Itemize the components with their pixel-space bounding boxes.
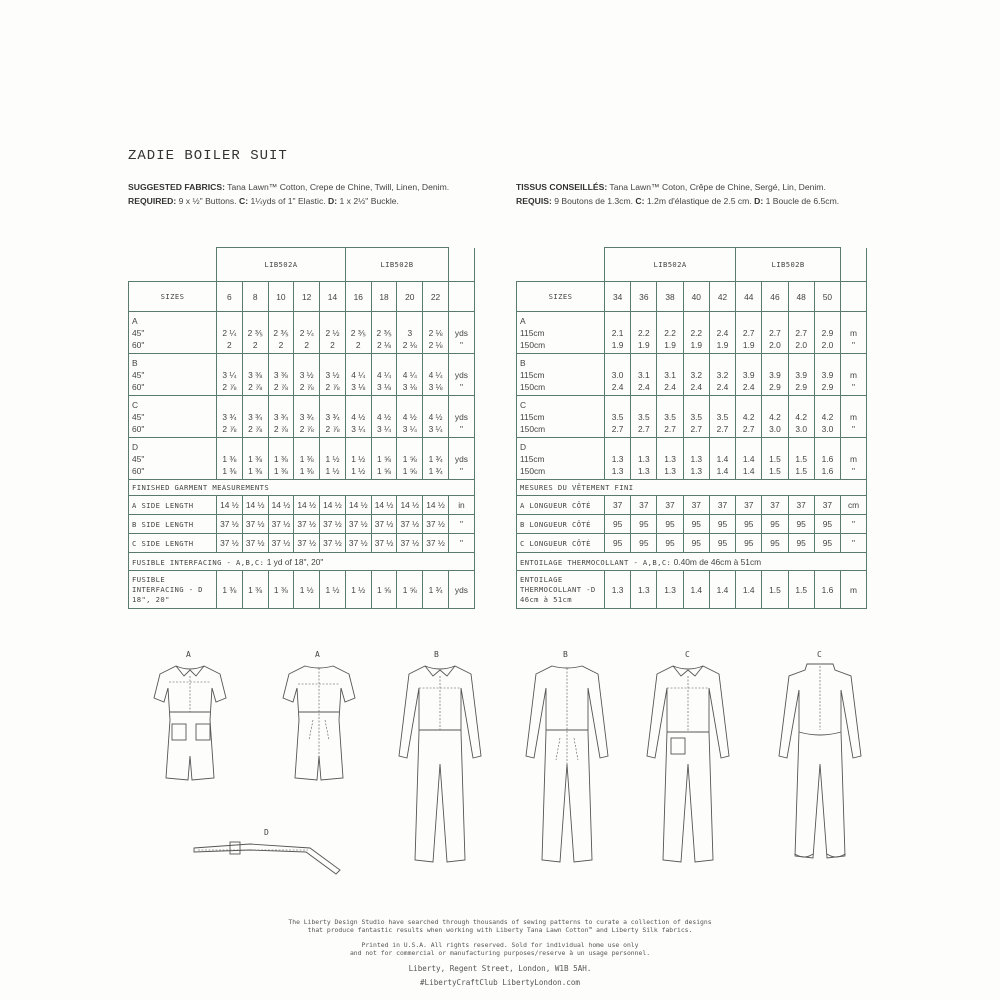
yardage-cell: 3.2 2.4 bbox=[683, 354, 709, 396]
yardage-cell: 4.2 2.7 bbox=[736, 396, 762, 438]
yardage-cell: 1.5 1.5 bbox=[762, 438, 788, 480]
yardage-cell: 2 ¼ 2 bbox=[294, 312, 320, 354]
measurement-cell: 95 bbox=[683, 515, 709, 534]
yardage-cell: 4.2 3.0 bbox=[814, 396, 840, 438]
group-header-a: LIB502A bbox=[217, 248, 346, 282]
size-header: 44 bbox=[736, 282, 762, 312]
measurement-cell: 37 ½ bbox=[217, 515, 243, 534]
yardage-cell: 2.2 1.9 bbox=[631, 312, 657, 354]
unit-cell: m " bbox=[841, 438, 867, 480]
yardage-cell: 4 ¼ 3 ⅛ bbox=[423, 354, 449, 396]
interfacing-d-cell: 1 ½ bbox=[345, 571, 371, 609]
yardage-cell: 1 ¾ 1 ¾ bbox=[423, 438, 449, 480]
sizes-label: SIZES bbox=[129, 282, 217, 312]
size-header: 16 bbox=[345, 282, 371, 312]
interfacing-d-cell: 1.6 bbox=[814, 571, 840, 609]
measurement-cell: 37 ½ bbox=[423, 534, 449, 553]
view-fabric-widths: A 115cm 150cm bbox=[517, 312, 605, 354]
interfacing-d-cell: 1.3 bbox=[657, 571, 683, 609]
yardage-cell: 2.7 2.0 bbox=[788, 312, 814, 354]
yardage-cell: 3.9 2.9 bbox=[762, 354, 788, 396]
measurement-cell: 95 bbox=[631, 534, 657, 553]
interfacing-d-label: ENTOILAGE THERMOCOLLANT -D 46cm à 51cm bbox=[517, 571, 605, 609]
measurement-cell: 37 ½ bbox=[345, 534, 371, 553]
measurement-cell: 95 bbox=[814, 515, 840, 534]
yardage-cell: 3 ⅜ 2 ⅞ bbox=[242, 354, 268, 396]
yardage-cell: 4 ¼ 3 ⅛ bbox=[345, 354, 371, 396]
view-c-back-illustration bbox=[775, 660, 865, 870]
measurement-cell: 37 bbox=[683, 496, 709, 515]
interfacing-d-cell: 1 ⅝ bbox=[371, 571, 397, 609]
measurement-cell: 37 bbox=[736, 496, 762, 515]
measurement-cell: 37 bbox=[605, 496, 631, 515]
measurement-cell: 37 ½ bbox=[397, 534, 423, 553]
footer-line-2: that produce fantastic results when working with Liberty Tana Lawn Cotton™ and Liberty Silk fabrics. bbox=[307, 926, 693, 935]
view-label-a-back: A bbox=[315, 650, 320, 659]
yardage-cell: 3.1 2.4 bbox=[657, 354, 683, 396]
yardage-cell: 2 ½ 2 bbox=[320, 312, 346, 354]
yardage-cell: 4 ½ 3 ¼ bbox=[397, 396, 423, 438]
interfacing-d-cell: 1.3 bbox=[631, 571, 657, 609]
size-header: 6 bbox=[217, 282, 243, 312]
size-header: 42 bbox=[709, 282, 735, 312]
footer-line-3: Printed in U.S.A. All rights reserved. Sold for individual home use only bbox=[361, 940, 639, 949]
view-c-front-illustration bbox=[643, 660, 733, 870]
unit-cell: " bbox=[448, 534, 474, 553]
measurement-cell: 14 ½ bbox=[217, 496, 243, 515]
unit-cell: yds " bbox=[448, 396, 474, 438]
view-a-front-illustration bbox=[150, 660, 230, 790]
view-label-b-back: B bbox=[563, 650, 568, 659]
yardage-cell: 1.3 1.3 bbox=[683, 438, 709, 480]
yardage-cell: 3 ½ 2 ⅞ bbox=[294, 354, 320, 396]
measurement-cell: 95 bbox=[709, 534, 735, 553]
size-header: 36 bbox=[631, 282, 657, 312]
yardage-cell: 4 ½ 3 ¼ bbox=[423, 396, 449, 438]
measurement-cell: 37 ½ bbox=[268, 515, 294, 534]
yardage-cell: 1 ⅜ 1 ⅜ bbox=[268, 438, 294, 480]
measurement-cell: 14 ½ bbox=[371, 496, 397, 515]
size-header: 14 bbox=[320, 282, 346, 312]
unit-cell: yds " bbox=[448, 354, 474, 396]
group-header-b: LIB502B bbox=[736, 248, 841, 282]
unit-cell: yds " bbox=[448, 438, 474, 480]
size-header: 48 bbox=[788, 282, 814, 312]
view-label-d-belt: D bbox=[264, 828, 269, 837]
yardage-cell: 1.4 1.4 bbox=[736, 438, 762, 480]
measurement-cell: 37 ½ bbox=[320, 534, 346, 553]
measurement-cell: 37 bbox=[709, 496, 735, 515]
interfacing-d-cell: 1.5 bbox=[788, 571, 814, 609]
size-header: 18 bbox=[371, 282, 397, 312]
view-d-belt-illustration bbox=[190, 836, 350, 886]
yardage-cell: 3 ¼ 2 ⅞ bbox=[217, 354, 243, 396]
yardage-cell: 3.5 2.7 bbox=[657, 396, 683, 438]
measurement-cell: 37 bbox=[788, 496, 814, 515]
measurement-cell: 37 ½ bbox=[242, 534, 268, 553]
yardage-cell: 2 ⅗ 2 ⅛ bbox=[371, 312, 397, 354]
yardage-cell: 1 ⅜ 1 ⅜ bbox=[294, 438, 320, 480]
size-header: 22 bbox=[423, 282, 449, 312]
yardage-cell: 3.5 2.7 bbox=[683, 396, 709, 438]
unit-cell: yds " bbox=[448, 312, 474, 354]
yardage-cell: 4.2 3.0 bbox=[788, 396, 814, 438]
measurement-cell: 37 bbox=[657, 496, 683, 515]
yardage-cell: 2 ⅗ 2 bbox=[345, 312, 371, 354]
yardage-cell: 1 ⅜ 1 ⅜ bbox=[242, 438, 268, 480]
measurement-cell: 95 bbox=[631, 515, 657, 534]
unit-cell: in bbox=[448, 496, 474, 515]
measurement-cell: 95 bbox=[788, 534, 814, 553]
french-requirements bbox=[516, 181, 839, 208]
measurement-cell: 37 ½ bbox=[371, 515, 397, 534]
view-b-front-illustration bbox=[395, 660, 485, 870]
footer-social: #LibertyCraftClub LibertyLondon.com bbox=[419, 978, 580, 987]
view-fabric-widths: B 45" 60" bbox=[129, 354, 217, 396]
size-header: 38 bbox=[657, 282, 683, 312]
yardage-cell: 1.6 1.6 bbox=[814, 438, 840, 480]
yardage-cell: 1.5 1.5 bbox=[788, 438, 814, 480]
yardage-cell: 1 ⅜ 1 ⅜ bbox=[217, 438, 243, 480]
measurement-cell: 14 ½ bbox=[397, 496, 423, 515]
yardage-cell: 3 ¾ 2 ⅞ bbox=[320, 396, 346, 438]
view-a-back-illustration bbox=[279, 660, 359, 790]
measurement-label: C LONGUEUR CÔTÉ bbox=[517, 534, 605, 553]
yardage-cell: 2.9 2.0 bbox=[814, 312, 840, 354]
yardage-cell: 1.3 1.3 bbox=[631, 438, 657, 480]
measurement-cell: 14 ½ bbox=[345, 496, 371, 515]
group-header-a: LIB502A bbox=[605, 248, 736, 282]
yardage-cell: 2.1 1.9 bbox=[605, 312, 631, 354]
measurement-cell: 37 ½ bbox=[294, 534, 320, 553]
unit-cell: m " bbox=[841, 312, 867, 354]
yardage-cell: 2.7 2.0 bbox=[762, 312, 788, 354]
yardage-cell: 3.0 2.4 bbox=[605, 354, 631, 396]
yardage-cell: 1.3 1.3 bbox=[657, 438, 683, 480]
measurement-label: B SIDE LENGTH bbox=[129, 515, 217, 534]
view-label-c-back: C bbox=[817, 650, 822, 659]
yardage-cell: 3 ¾ 2 ⅞ bbox=[242, 396, 268, 438]
yardage-cell: 1.3 1.3 bbox=[605, 438, 631, 480]
fr-required-line: REQUIS: 9 Boutons de 1.3cm. C: 1.2m d'élastique de 2.5 cm. D: 1 Boucle de 6.5cm. bbox=[516, 195, 840, 206]
group-header-b: LIB502B bbox=[345, 248, 448, 282]
yardage-cell: 2 ¼ 2 bbox=[217, 312, 243, 354]
yardage-cell: 4 ¼ 3 ⅛ bbox=[371, 354, 397, 396]
view-fabric-widths: D 45" 60" bbox=[129, 438, 217, 480]
metric-yardage-table bbox=[516, 247, 867, 609]
view-b-back-illustration bbox=[522, 660, 612, 870]
sizes-label: SIZES bbox=[517, 282, 605, 312]
interfacing-d-cell: 1.5 bbox=[762, 571, 788, 609]
measurement-cell: 14 ½ bbox=[268, 496, 294, 515]
interfacing-d-cell: 1 ½ bbox=[294, 571, 320, 609]
en-fabrics-line: SUGGESTED FABRICS: Tana Lawn™ Cotton, Crepe de Chine, Twill, Linen, Denim. bbox=[128, 182, 450, 192]
yardage-cell: 3 ⅜ 2 ⅞ bbox=[268, 354, 294, 396]
yardage-cell: 3 ¾ 2 ⅞ bbox=[268, 396, 294, 438]
yardage-cell: 4 ¼ 3 ⅛ bbox=[397, 354, 423, 396]
measurement-label: B LONGUEUR CÔTÉ bbox=[517, 515, 605, 534]
measurement-label: A LONGUEUR CÔTÉ bbox=[517, 496, 605, 515]
interfacing-d-cell: 1 ⅝ bbox=[397, 571, 423, 609]
en-required-line: REQUIRED: 9 x ½" Buttons. C: 1¼yds of 1" Elastic. D: 1 x 2½" Buckle. bbox=[128, 195, 399, 206]
measurement-cell: 37 bbox=[631, 496, 657, 515]
interfacing-d-cell: 1 ⅜ bbox=[217, 571, 243, 609]
size-header: 12 bbox=[294, 282, 320, 312]
yardage-cell: 3 ½ 2 ⅞ bbox=[320, 354, 346, 396]
interfacing-d-cell: 1 ⅜ bbox=[242, 571, 268, 609]
yardage-cell: 3.5 2.7 bbox=[631, 396, 657, 438]
interfacing-abc-row: FUSIBLE INTERFACING - A,B,C: 1 yd of 18", 20" bbox=[129, 553, 475, 571]
size-header: 46 bbox=[762, 282, 788, 312]
measurement-cell: 37 bbox=[814, 496, 840, 515]
yardage-cell: 3.5 2.7 bbox=[605, 396, 631, 438]
measurement-cell: 95 bbox=[605, 534, 631, 553]
measurement-cell: 14 ½ bbox=[423, 496, 449, 515]
measurement-cell: 37 ½ bbox=[268, 534, 294, 553]
unit-cell: " bbox=[841, 534, 867, 553]
interfacing-d-cell: 1.3 bbox=[605, 571, 631, 609]
yardage-cell: 2.2 1.9 bbox=[657, 312, 683, 354]
yardage-cell: 1 ½ 1 ½ bbox=[320, 438, 346, 480]
measurement-cell: 14 ½ bbox=[242, 496, 268, 515]
interfacing-d-cell: 1.4 bbox=[683, 571, 709, 609]
size-header: 10 bbox=[268, 282, 294, 312]
yardage-cell: 3 ¾ 2 ⅞ bbox=[294, 396, 320, 438]
measurement-cell: 37 ½ bbox=[294, 515, 320, 534]
yardage-cell: 2 ⅛ 2 ⅛ bbox=[423, 312, 449, 354]
measurement-cell: 37 bbox=[762, 496, 788, 515]
measurement-cell: 95 bbox=[736, 534, 762, 553]
yardage-cell: 4 ½ 3 ¼ bbox=[371, 396, 397, 438]
view-fabric-widths: B 115cm 150cm bbox=[517, 354, 605, 396]
unit-cell: m " bbox=[841, 396, 867, 438]
unit-cell: m bbox=[841, 571, 867, 609]
measurement-cell: 37 ½ bbox=[371, 534, 397, 553]
interfacing-abc-row: ENTOILAGE THERMOCOLLANT - A,B,C: 0.40m de 46cm à 51cm bbox=[517, 553, 867, 571]
size-header: 8 bbox=[242, 282, 268, 312]
yardage-cell: 4.2 3.0 bbox=[762, 396, 788, 438]
interfacing-d-cell: 1 ⅜ bbox=[268, 571, 294, 609]
size-header: 40 bbox=[683, 282, 709, 312]
measurement-cell: 95 bbox=[762, 534, 788, 553]
yardage-cell: 3.5 2.7 bbox=[709, 396, 735, 438]
english-requirements bbox=[128, 181, 449, 208]
measurement-cell: 95 bbox=[657, 515, 683, 534]
interfacing-d-label: FUSIBLE INTERFACING - D 18", 20" bbox=[129, 571, 217, 609]
measurement-cell: 95 bbox=[788, 515, 814, 534]
fr-fabrics-line: TISSUS CONSEILLÉS: Tana Lawn™ Coton, Crêpe de Chine, Sergé, Lin, Denim. bbox=[516, 182, 826, 192]
interfacing-d-cell: 1 ½ bbox=[320, 571, 346, 609]
finished-measurements-heading: MESURES DU VÊTEMENT FINI bbox=[517, 480, 867, 496]
measurement-cell: 37 ½ bbox=[242, 515, 268, 534]
measurement-cell: 95 bbox=[657, 534, 683, 553]
view-label-c-front: C bbox=[685, 650, 690, 659]
measurement-cell: 95 bbox=[605, 515, 631, 534]
interfacing-d-cell: 1.4 bbox=[736, 571, 762, 609]
yardage-cell: 1 ⅝ 1 ⅝ bbox=[371, 438, 397, 480]
yardage-cell: 3.9 2.9 bbox=[788, 354, 814, 396]
yardage-cell: 2 ⅗ 2 bbox=[242, 312, 268, 354]
yardage-cell: 2 ⅗ 2 bbox=[268, 312, 294, 354]
measurement-cell: 37 ½ bbox=[320, 515, 346, 534]
yardage-cell: 1 ⅝ 1 ⅝ bbox=[397, 438, 423, 480]
unit-cell: cm bbox=[841, 496, 867, 515]
unit-cell: yds bbox=[448, 571, 474, 609]
measurement-cell: 37 ½ bbox=[217, 534, 243, 553]
view-fabric-widths: C 115cm 150cm bbox=[517, 396, 605, 438]
finished-measurements-heading: FINISHED GARMENT MEASUREMENTS bbox=[129, 480, 475, 496]
view-fabric-widths: D 115cm 150cm bbox=[517, 438, 605, 480]
yardage-cell: 3.1 2.4 bbox=[631, 354, 657, 396]
measurement-cell: 14 ½ bbox=[320, 496, 346, 515]
footer-line-4: and not for commercial or manufacturing purposes/reserve à un usage personnel. bbox=[349, 949, 651, 958]
measurement-cell: 37 ½ bbox=[345, 515, 371, 534]
size-header: 20 bbox=[397, 282, 423, 312]
interfacing-d-cell: 1.4 bbox=[709, 571, 735, 609]
unit-cell: " bbox=[841, 515, 867, 534]
size-header: 50 bbox=[814, 282, 840, 312]
measurement-label: A SIDE LENGTH bbox=[129, 496, 217, 515]
size-header: 34 bbox=[605, 282, 631, 312]
yardage-cell: 2.7 1.9 bbox=[736, 312, 762, 354]
measurement-cell: 95 bbox=[736, 515, 762, 534]
view-label-b-front: B bbox=[434, 650, 439, 659]
view-label-a-front: A bbox=[186, 650, 191, 659]
footer-line-1: The Liberty Design Studio have searched through thousands of sewing patterns to curate a collection of designs bbox=[288, 918, 712, 926]
measurement-cell: 95 bbox=[709, 515, 735, 534]
yardage-cell: 2.2 1.9 bbox=[683, 312, 709, 354]
pattern-title: ZADIE BOILER SUIT bbox=[128, 148, 288, 164]
unit-cell: " bbox=[448, 515, 474, 534]
footer-text bbox=[200, 918, 800, 958]
measurement-cell: 95 bbox=[683, 534, 709, 553]
yardage-cell: 2.4 1.9 bbox=[709, 312, 735, 354]
yardage-cell: 3.9 2.4 bbox=[736, 354, 762, 396]
measurement-cell: 37 ½ bbox=[423, 515, 449, 534]
imperial-yardage-table bbox=[128, 247, 475, 609]
yardage-cell: 3.2 2.4 bbox=[709, 354, 735, 396]
measurement-cell: 14 ½ bbox=[294, 496, 320, 515]
yardage-cell: 1.4 1.4 bbox=[709, 438, 735, 480]
unit-cell: m " bbox=[841, 354, 867, 396]
yardage-cell: 3.9 2.9 bbox=[814, 354, 840, 396]
measurement-label: C SIDE LENGTH bbox=[129, 534, 217, 553]
yardage-cell: 3 ¾ 2 ⅞ bbox=[217, 396, 243, 438]
view-fabric-widths: C 45" 60" bbox=[129, 396, 217, 438]
yardage-cell: 3 2 ⅛ bbox=[397, 312, 423, 354]
view-fabric-widths: A 45" 60" bbox=[129, 312, 217, 354]
yardage-cell: 4 ½ 3 ¼ bbox=[345, 396, 371, 438]
measurement-cell: 95 bbox=[814, 534, 840, 553]
yardage-cell: 1 ½ 1 ½ bbox=[345, 438, 371, 480]
footer-address: Liberty, Regent Street, London, W1B 5AH. bbox=[408, 964, 592, 973]
interfacing-d-cell: 1 ¾ bbox=[423, 571, 449, 609]
measurement-cell: 37 ½ bbox=[397, 515, 423, 534]
measurement-cell: 95 bbox=[762, 515, 788, 534]
